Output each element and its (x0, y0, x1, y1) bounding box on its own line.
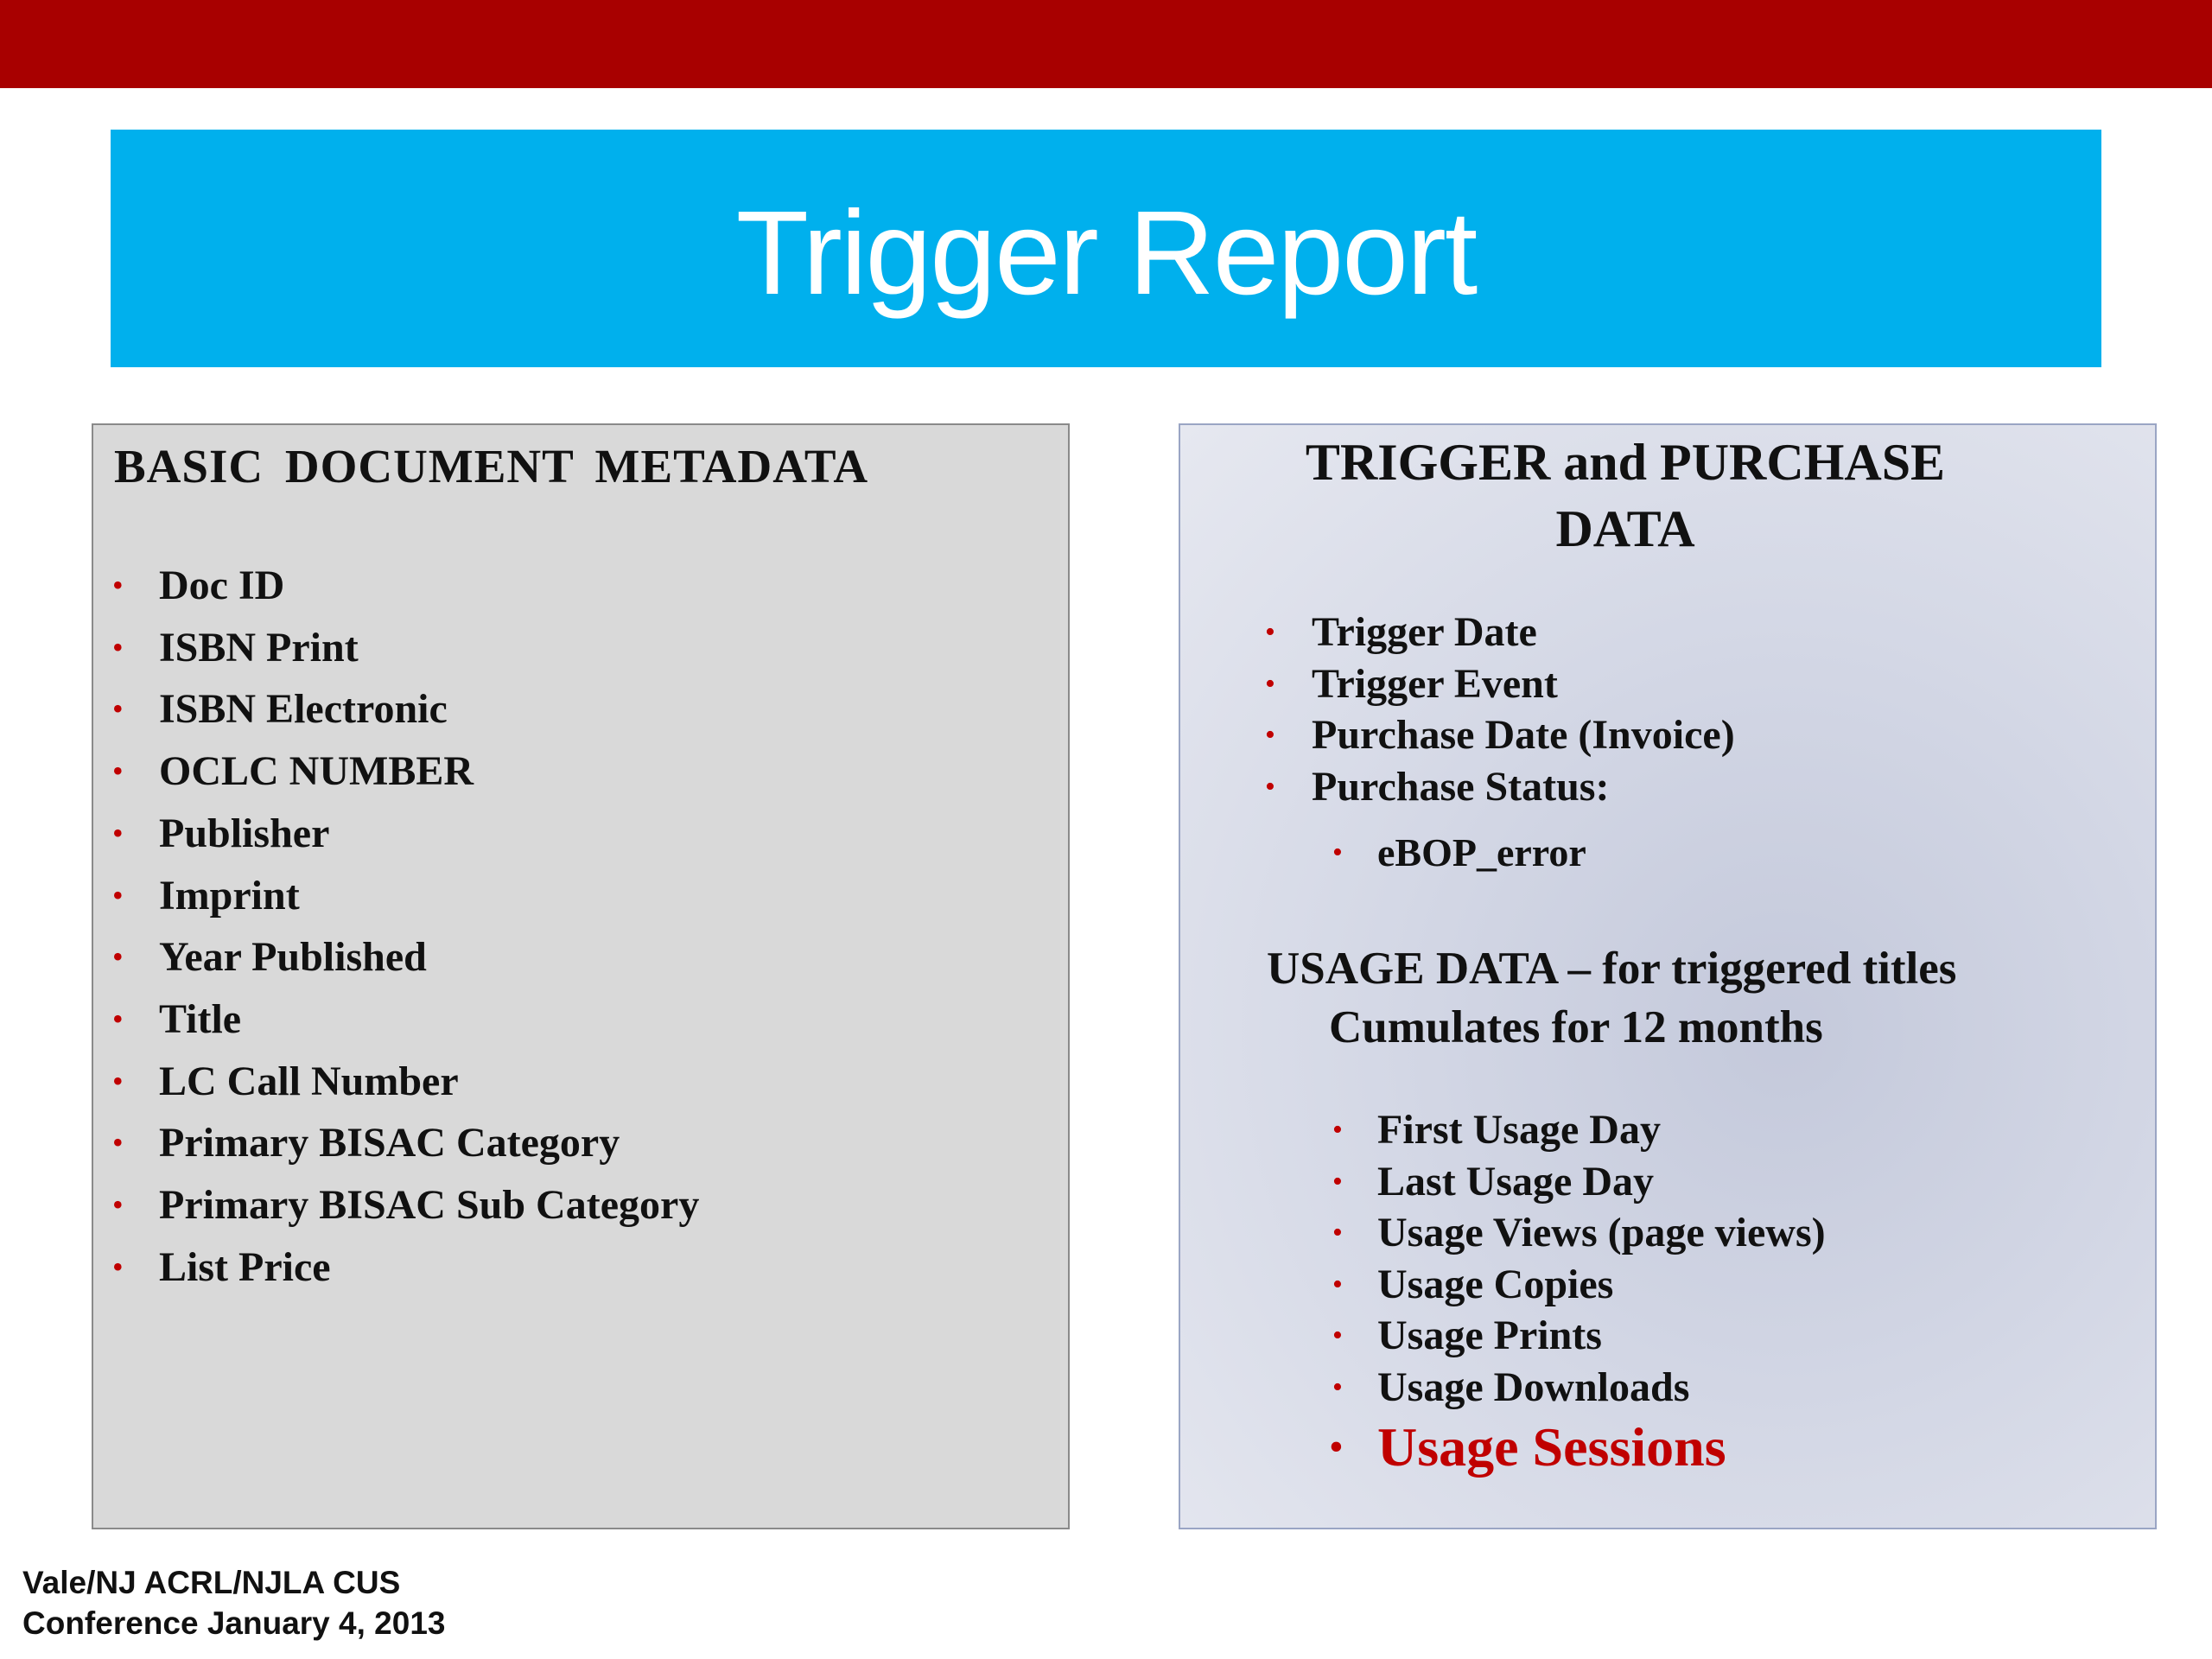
usage-data-heading-line1: USAGE DATA – for triggered titles (1267, 944, 1957, 994)
slide-title: Trigger Report (735, 186, 1477, 320)
bullet-icon: • (112, 1125, 124, 1160)
bullet-icon: • (112, 1001, 124, 1036)
bullet-icon: • (112, 1249, 124, 1284)
bullet-icon: • (112, 691, 124, 727)
list-item: • LC Call Number (159, 1051, 699, 1113)
bullet-icon: • (1332, 1319, 1343, 1351)
purchase-status-sublist (1332, 827, 1586, 879)
bullet-icon: • (1332, 836, 1343, 868)
bullet-icon: • (1265, 770, 1275, 803)
list-item: • OCLC NUMBER (159, 741, 699, 803)
bullet-icon: • (112, 568, 124, 602)
bullet-icon: • (1265, 719, 1275, 751)
usage-data-list (1329, 1104, 1826, 1482)
bullet-icon: • (1265, 667, 1275, 700)
bullet-icon: • (1332, 1165, 1343, 1198)
list-item: • Purchase Status: (1312, 761, 1735, 813)
bullet-icon: • (112, 629, 124, 664)
usage-data-heading-line2: Cumulates for 12 months (1329, 1002, 1823, 1052)
list-item: • Imprint (159, 865, 699, 927)
trigger-purchase-heading (1267, 429, 1984, 563)
list-item: • Primary BISAC Category (159, 1112, 699, 1174)
list-item-highlighted: • Usage Sessions (1377, 1413, 1826, 1482)
trigger-purchase-heading-line2: DATA (1555, 500, 1695, 557)
list-item: • Purchase Date (Invoice) (1312, 709, 1735, 761)
list-item: • Publisher (159, 803, 699, 865)
list-item: • Trigger Event (1312, 658, 1735, 710)
basic-metadata-heading: BASIC DOCUMENT METADATA (114, 440, 869, 493)
footer-line2: Conference January 4, 2013 (22, 1605, 446, 1641)
bullet-icon: • (112, 877, 124, 912)
list-item: • Primary BISAC Sub Category (159, 1174, 699, 1236)
bullet-icon: • (112, 1187, 124, 1223)
list-item: • Year Published (159, 926, 699, 988)
bullet-icon: • (112, 939, 124, 975)
bullet-icon: • (1332, 1370, 1343, 1403)
bullet-icon: • (112, 1063, 124, 1098)
title-banner (111, 130, 2101, 367)
bullet-icon: • (112, 815, 124, 850)
usage-data-heading (1267, 939, 1956, 1057)
list-item: • List Price (159, 1236, 699, 1299)
bullet-icon: • (1329, 1424, 1344, 1470)
list-item: • First Usage Day (1377, 1104, 1826, 1156)
list-item: • Usage Copies (1377, 1259, 1826, 1311)
list-item: • eBOP_error (1377, 827, 1586, 879)
footer-line1: Vale/NJ ACRL/NJLA CUS (22, 1565, 401, 1600)
top-accent-bar (0, 0, 2212, 88)
list-item: • Trigger Date (1312, 607, 1735, 658)
bullet-icon: • (1265, 616, 1275, 648)
list-item: • Last Usage Day (1377, 1156, 1826, 1208)
bullet-icon: • (1332, 1114, 1343, 1146)
list-item: • Usage Downloads (1377, 1362, 1826, 1414)
trigger-purchase-list (1265, 607, 1735, 812)
list-item: • Title (159, 988, 699, 1051)
bullet-icon: • (112, 753, 124, 789)
list-item: • Usage Views (page views) (1377, 1207, 1826, 1259)
list-item: • ISBN Electronic (159, 678, 699, 741)
bullet-icon: • (1332, 1268, 1343, 1300)
list-item: • ISBN Print (159, 617, 699, 679)
basic-metadata-list (112, 555, 700, 1298)
basic-metadata-panel (92, 423, 1070, 1529)
trigger-purchase-heading-line1: TRIGGER and PURCHASE (1305, 434, 1946, 491)
footer-credit (22, 1562, 445, 1643)
list-item: • Usage Prints (1377, 1310, 1826, 1362)
list-item: • Doc ID (159, 555, 699, 617)
trigger-purchase-panel (1179, 423, 2157, 1529)
bullet-icon: • (1332, 1217, 1343, 1249)
